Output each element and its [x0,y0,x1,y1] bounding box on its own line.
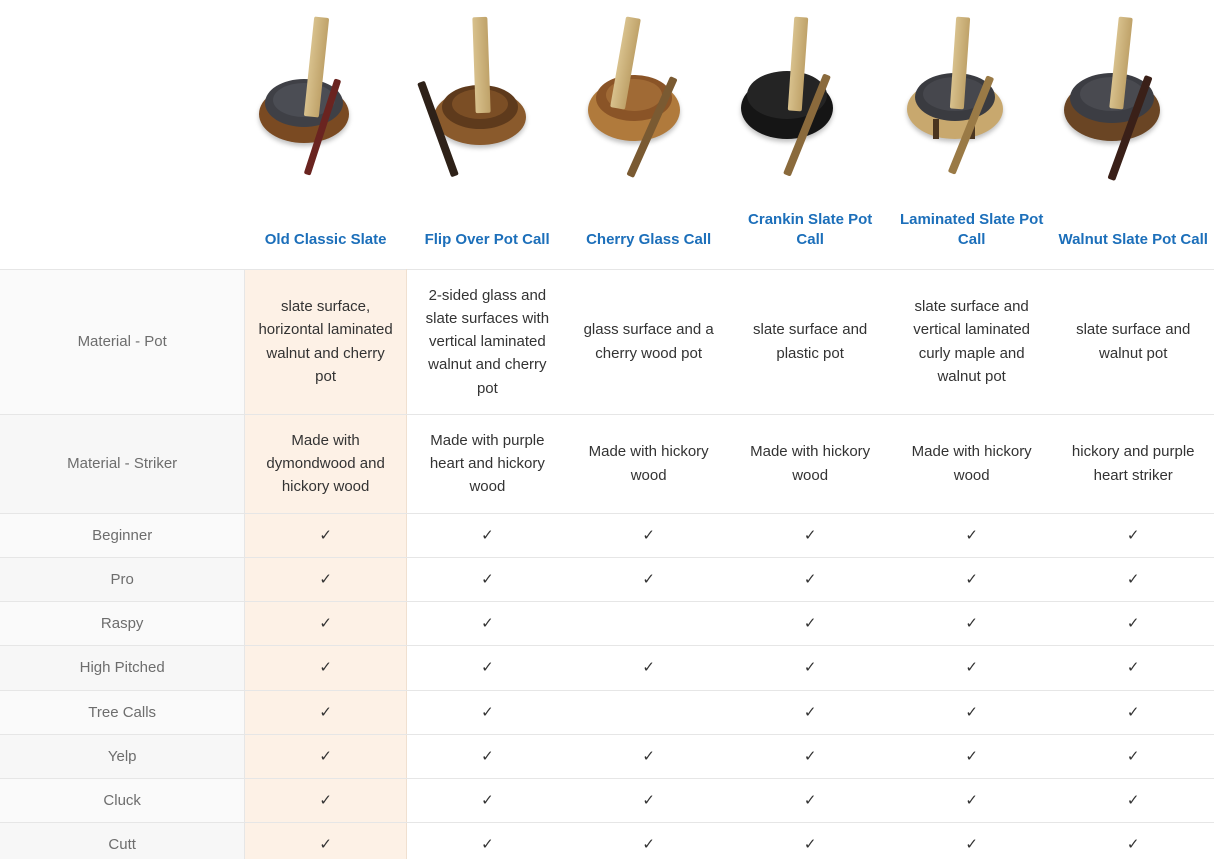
cell-cutt-3: ✓ [568,823,730,859]
cell-material-pot-3: glass surface and a cherry wood pot [568,269,730,414]
row-label-cluck: Cluck [0,779,245,823]
cell-material-pot-1: slate surface, horizontal laminated walnut and cherry pot [245,269,407,414]
product-image-crankin-slate-pot-call[interactable] [729,0,891,200]
row-label-tree-calls: Tree Calls [0,690,245,734]
row-label-material-pot: Material - Pot [0,269,245,414]
row-label-pro: Pro [0,557,245,601]
cell-material-striker-6: hickory and purple heart striker [1052,414,1214,513]
cell-cluck-6: ✓ [1052,779,1214,823]
cell-high-pitched-1: ✓ [245,646,407,690]
cell-high-pitched-4: ✓ [729,646,891,690]
row-label-high-pitched: High Pitched [0,646,245,690]
cell-material-striker-4: Made with hickory wood [729,414,891,513]
product-image-row [0,0,1214,200]
cell-tree-calls-3 [568,690,730,734]
product-image-laminated-slate-pot-call[interactable] [891,0,1053,200]
cell-high-pitched-3: ✓ [568,646,730,690]
cell-cutt-5: ✓ [891,823,1053,859]
table-row [0,269,1214,414]
cell-cutt-2: ✓ [406,823,568,859]
cell-pro-2: ✓ [406,557,568,601]
cell-cluck-2: ✓ [406,779,568,823]
row-label-raspy: Raspy [0,602,245,646]
cell-beginner-2: ✓ [406,513,568,557]
table-row [0,414,1214,513]
product-title-4[interactable]: Crankin Slate Pot Call [748,211,873,249]
cell-material-pot-2: 2-sided glass and slate surfaces with vertical laminated walnut and cherry pot [406,269,568,414]
cell-cluck-1: ✓ [245,779,407,823]
product-title-6[interactable]: Walnut Slate Pot Call [1058,231,1208,249]
table-row [0,557,1214,601]
cell-yelp-1: ✓ [245,734,407,778]
cell-high-pitched-2: ✓ [406,646,568,690]
cell-cluck-3: ✓ [568,779,730,823]
cell-yelp-2: ✓ [406,734,568,778]
cell-beginner-3: ✓ [568,513,730,557]
table-row [0,734,1214,778]
cell-cutt-1: ✓ [245,823,407,859]
cell-tree-calls-1: ✓ [245,690,407,734]
cell-yelp-4: ✓ [729,734,891,778]
cell-cutt-6: ✓ [1052,823,1214,859]
empty-corner-cell [0,0,245,200]
cell-high-pitched-5: ✓ [891,646,1053,690]
row-label-cutt: Cutt [0,823,245,859]
cell-beginner-4: ✓ [729,513,891,557]
cell-pro-1: ✓ [245,557,407,601]
product-image-old-classic-slate[interactable] [245,0,407,200]
cell-material-pot-5: slate surface and vertical laminated curly maple and walnut pot [891,269,1053,414]
cell-beginner-6: ✓ [1052,513,1214,557]
table-row [0,779,1214,823]
cell-beginner-1: ✓ [245,513,407,557]
cell-material-striker-5: Made with hickory wood [891,414,1053,513]
cell-raspy-5: ✓ [891,602,1053,646]
cell-material-pot-4: slate surface and plastic pot [729,269,891,414]
row-label-beginner: Beginner [0,513,245,557]
cell-yelp-5: ✓ [891,734,1053,778]
cell-pro-4: ✓ [729,557,891,601]
cell-tree-calls-4: ✓ [729,690,891,734]
cell-yelp-6: ✓ [1052,734,1214,778]
cell-pro-5: ✓ [891,557,1053,601]
row-label-material-striker: Material - Striker [0,414,245,513]
product-title-3[interactable]: Cherry Glass Call [586,231,712,249]
cell-tree-calls-5: ✓ [891,690,1053,734]
cell-beginner-5: ✓ [891,513,1053,557]
cell-yelp-3: ✓ [568,734,730,778]
product-image-flip-over-pot-call[interactable] [406,0,568,200]
product-title-1[interactable]: Old Classic Slate [264,231,387,249]
product-header-row [0,200,1214,269]
product-image-walnut-slate-pot-call[interactable] [1052,0,1214,200]
cell-material-striker-1: Made with dymondwood and hickory wood [245,414,407,513]
cell-pro-3: ✓ [568,557,730,601]
cell-tree-calls-2: ✓ [406,690,568,734]
cell-material-striker-3: Made with hickory wood [568,414,730,513]
cell-raspy-4: ✓ [729,602,891,646]
cell-raspy-3 [568,602,730,646]
table-row [0,513,1214,557]
table-row [0,823,1214,859]
cell-raspy-6: ✓ [1052,602,1214,646]
product-title-2[interactable]: Flip Over Pot Call [424,231,550,249]
cell-material-pot-6: slate surface and walnut pot [1052,269,1214,414]
empty-header-cell [0,200,245,269]
cell-cluck-4: ✓ [729,779,891,823]
product-image-cherry-glass-call[interactable] [568,0,730,200]
table-row [0,646,1214,690]
product-title-5[interactable]: Laminated Slate Pot Call [899,211,1044,249]
cell-high-pitched-6: ✓ [1052,646,1214,690]
table-row [0,602,1214,646]
row-label-yelp: Yelp [0,734,245,778]
cell-cutt-4: ✓ [729,823,891,859]
cell-cluck-5: ✓ [891,779,1053,823]
cell-pro-6: ✓ [1052,557,1214,601]
cell-raspy-2: ✓ [406,602,568,646]
cell-raspy-1: ✓ [245,602,407,646]
cell-material-striker-2: Made with purple heart and hickory wood [406,414,568,513]
table-row [0,690,1214,734]
cell-tree-calls-6: ✓ [1052,690,1214,734]
